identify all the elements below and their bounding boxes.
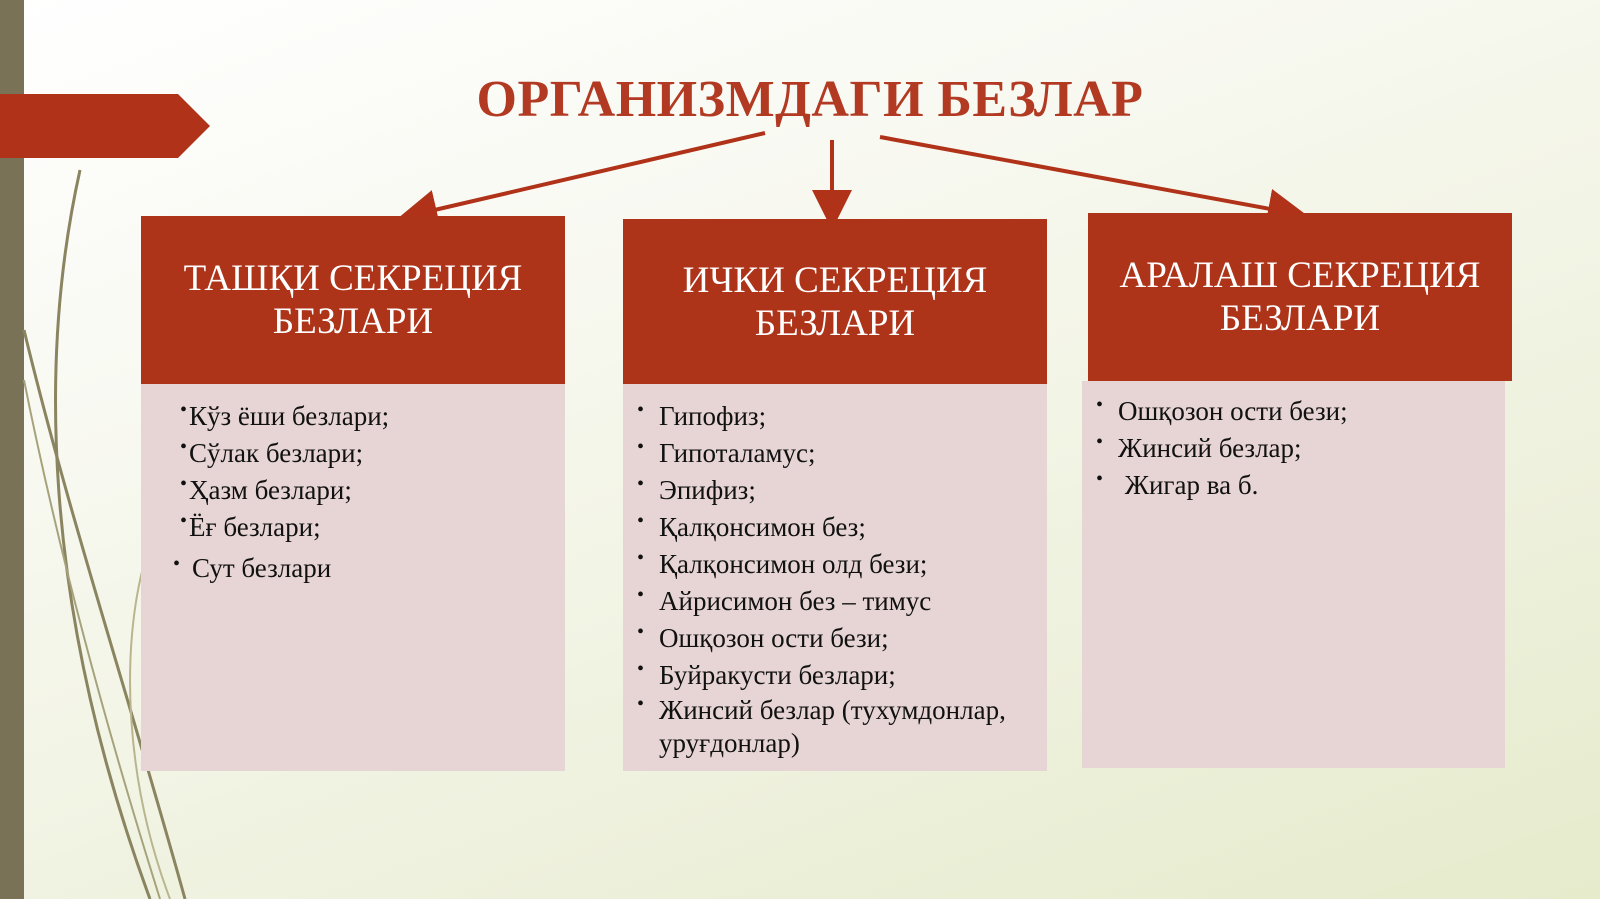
list-item: • Қалқонсимон без; (659, 509, 1049, 546)
list-item: • Гипоталамус; (659, 435, 1049, 472)
list-item: • Ҳазм безлари; (189, 472, 389, 509)
list-item: • Сўлак безлари; (189, 435, 389, 472)
column-body (623, 384, 1047, 771)
list-item: • Жинсий безлар (тухумдонлар, уруғдонлар) (659, 694, 1049, 760)
arrow-left (413, 133, 765, 215)
list-item: • Кўз ёши безлари; (189, 398, 389, 435)
column-body (141, 384, 565, 771)
list-item: • Ошқозон ости бези; (659, 620, 1049, 657)
column-header: ИЧКИ СЕКРЕЦИЯ БЕЗЛАРИ (623, 219, 1047, 384)
list-item: • Жинсий безлар; (1118, 430, 1348, 467)
list-item: • Қалқонсимон олд бези; (659, 546, 1049, 583)
list-item: • Ёғ безлари; (189, 509, 389, 546)
column-body (1082, 381, 1505, 768)
column-header: АРАЛАШ СЕКРЕЦИЯ БЕЗЛАРИ (1088, 213, 1512, 381)
list-item: • Ошқозон ости бези; (1118, 393, 1348, 430)
column-header: ТАШҚИ СЕКРЕЦИЯ БЕЗЛАРИ (141, 216, 565, 384)
page-title: ОРГАНИЗМДАГИ БЕЗЛАР (476, 71, 1144, 128)
arrow-right (880, 137, 1292, 213)
list-item: • Эпифиз; (659, 472, 1049, 509)
list-item: • Жигар ва б. (1118, 467, 1348, 504)
list-item: • Сут безлари (189, 550, 389, 587)
list-item: • Гипофиз; (659, 398, 1049, 435)
list-item: • Буйракусти безлари; (659, 657, 1049, 694)
list-item: • Айрисимон без – тимус (659, 583, 1049, 620)
